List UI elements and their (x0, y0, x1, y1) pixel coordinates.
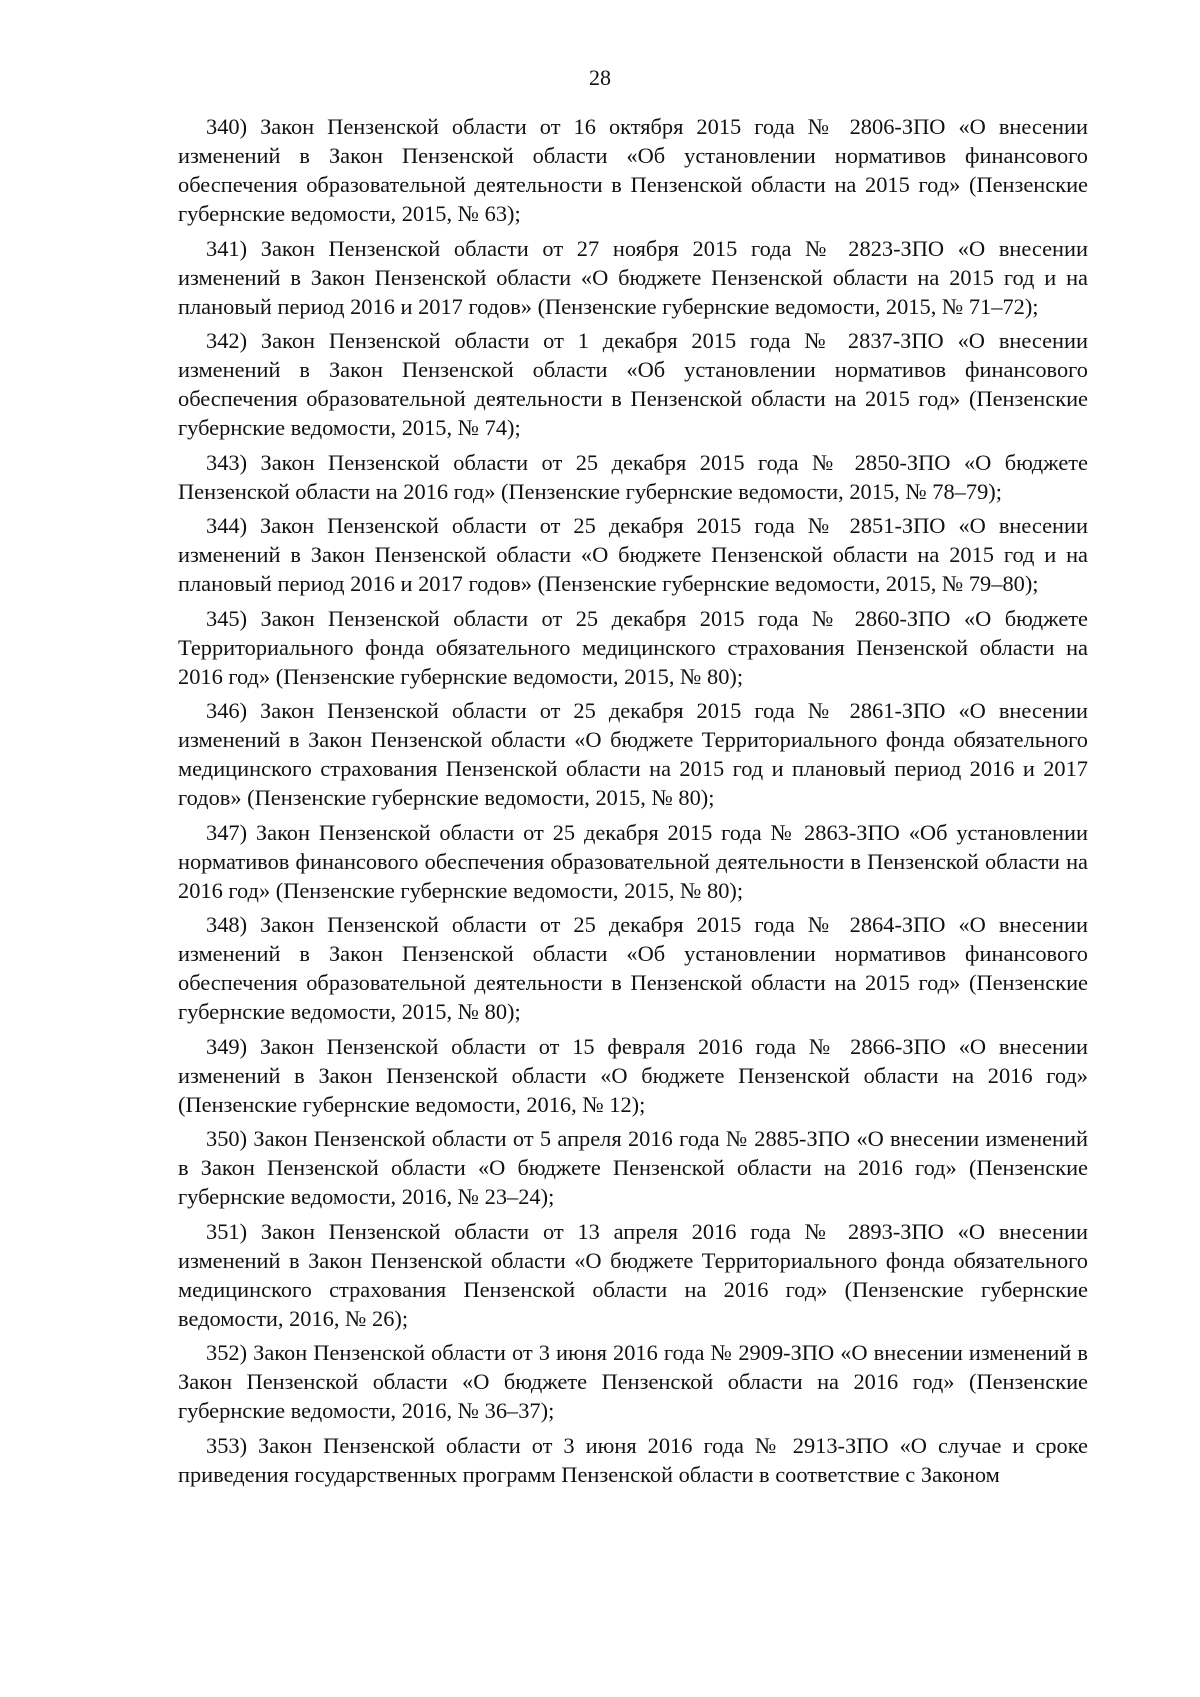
list-item-347: 347) Закон Пензенской области от 25 декабря 2015 года № 2863-ЗПО «Об установлении нормативов финансового обеспечения образовательной деятельности в Пензенской области на 2016 год» (Пензенские губернские ведомости, 2015, № 80); (178, 819, 1088, 903)
law-list (178, 112, 1088, 1494)
list-item-353: 353) Закон Пензенской области от 3 июня 2016 года № 2913-ЗПО «О случае и сроке приведения государственных программ Пензенской области в соответствие с Законом (178, 1432, 1088, 1487)
list-item-344: 344) Закон Пензенской области от 25 декабря 2015 года № 2851-ЗПО «О внесении изменений в Закон Пензенской области «О бюджете Пензенской области на 2015 год и на плановый период 2016 и 2017 годов» (Пензенские губернские ведомости, 2015, № 79–80); (178, 513, 1088, 596)
list-item-346: 346) Закон Пензенской области от 25 декабря 2015 года № 2861-ЗПО «О внесении изменений в Закон Пензенской области «О бюджете Территориального фонда обязательного медицинского страхования Пензенской области на 2015 год и плановый период 2016 и 2017 годов» (Пензенские губернские ведомости, 2015, № 80); (178, 698, 1088, 810)
list-item-348: 348) Закон Пензенской области от 25 декабря 2015 года № 2864-ЗПО «О внесении изменений в Закон Пензенской области «Об установлении нормативов финансового обеспечения образовательной деятельности в Пензенской области на 2015 год» (Пензенские губернские ведомости, 2015, № 80); (178, 912, 1088, 1024)
list-item-352: 352) Закон Пензенской области от 3 июня 2016 года № 2909-ЗПО «О внесении изменений в Закон Пензенской области «О бюджете Пензенской области на 2016 год» (Пензенские губернские ведомости, 2016, № 36–37); (178, 1340, 1088, 1423)
list-item-343: 343) Закон Пензенской области от 25 декабря 2015 года № 2850-ЗПО «О бюджете Пензенской области на 2016 год» (Пензенские губернские ведомости, 2015, № 78–79); (178, 449, 1088, 504)
list-item-342: 342) Закон Пензенской области от 1 декабря 2015 года № 2837-ЗПО «О внесении изменений в Закон Пензенской области «Об установлении нормативов финансового обеспечения образовательной деятельности в Пензенской области на 2015 год» (Пензенские губернские ведомости, 2015, № 74); (178, 328, 1088, 440)
list-item-349: 349) Закон Пензенской области от 15 февраля 2016 года № 2866-ЗПО «О внесении изменений в Закон Пензенской области «О бюджете Пензенской области на 2016 год» (Пензенские губернские ведомости, 2016, № 12); (178, 1033, 1088, 1117)
list-item-350: 350) Закон Пензенской области от 5 апреля 2016 года № 2885-ЗПО «О внесении изменений в Закон Пензенской области «О бюджете Пензенской области на 2016 год» (Пензенские губернские ведомости, 2016, № 23–24); (178, 1126, 1088, 1209)
list-item-340: 340) Закон Пензенской области от 16 октября 2015 года № 2806-ЗПО «О внесении изменений в Закон Пензенской области «Об установлении нормативов финансового обеспечения образовательной деятельности в Пензенской области на 2015 год» (Пензенские губернские ведомости, 2015, № 63); (178, 114, 1088, 226)
list-item-345: 345) Закон Пензенской области от 25 декабря 2015 года № 2860-ЗПО «О бюджете Территориального фонда обязательного медицинского страхования Пензенской области на 2016 год» (Пензенские губернские ведомости, 2015, № 80); (178, 605, 1088, 689)
list-item-351: 351) Закон Пензенской области от 13 апреля 2016 года № 2893-ЗПО «О внесении изменений в Закон Пензенской области «О бюджете Территориального фонда обязательного медицинского страхования Пензенской области на 2016 год» (Пензенские губернские ведомости, 2016, № 26); (178, 1218, 1088, 1331)
page-number: 28 (589, 65, 611, 90)
list-item-341: 341) Закон Пензенской области от 27 ноября 2015 года № 2823-ЗПО «О внесении изменений в Закон Пензенской области «О бюджете Пензенской области на 2015 год и на плановый период 2016 и 2017 годов» (Пензенские губернские ведомости, 2015, № 71–72); (178, 235, 1088, 319)
